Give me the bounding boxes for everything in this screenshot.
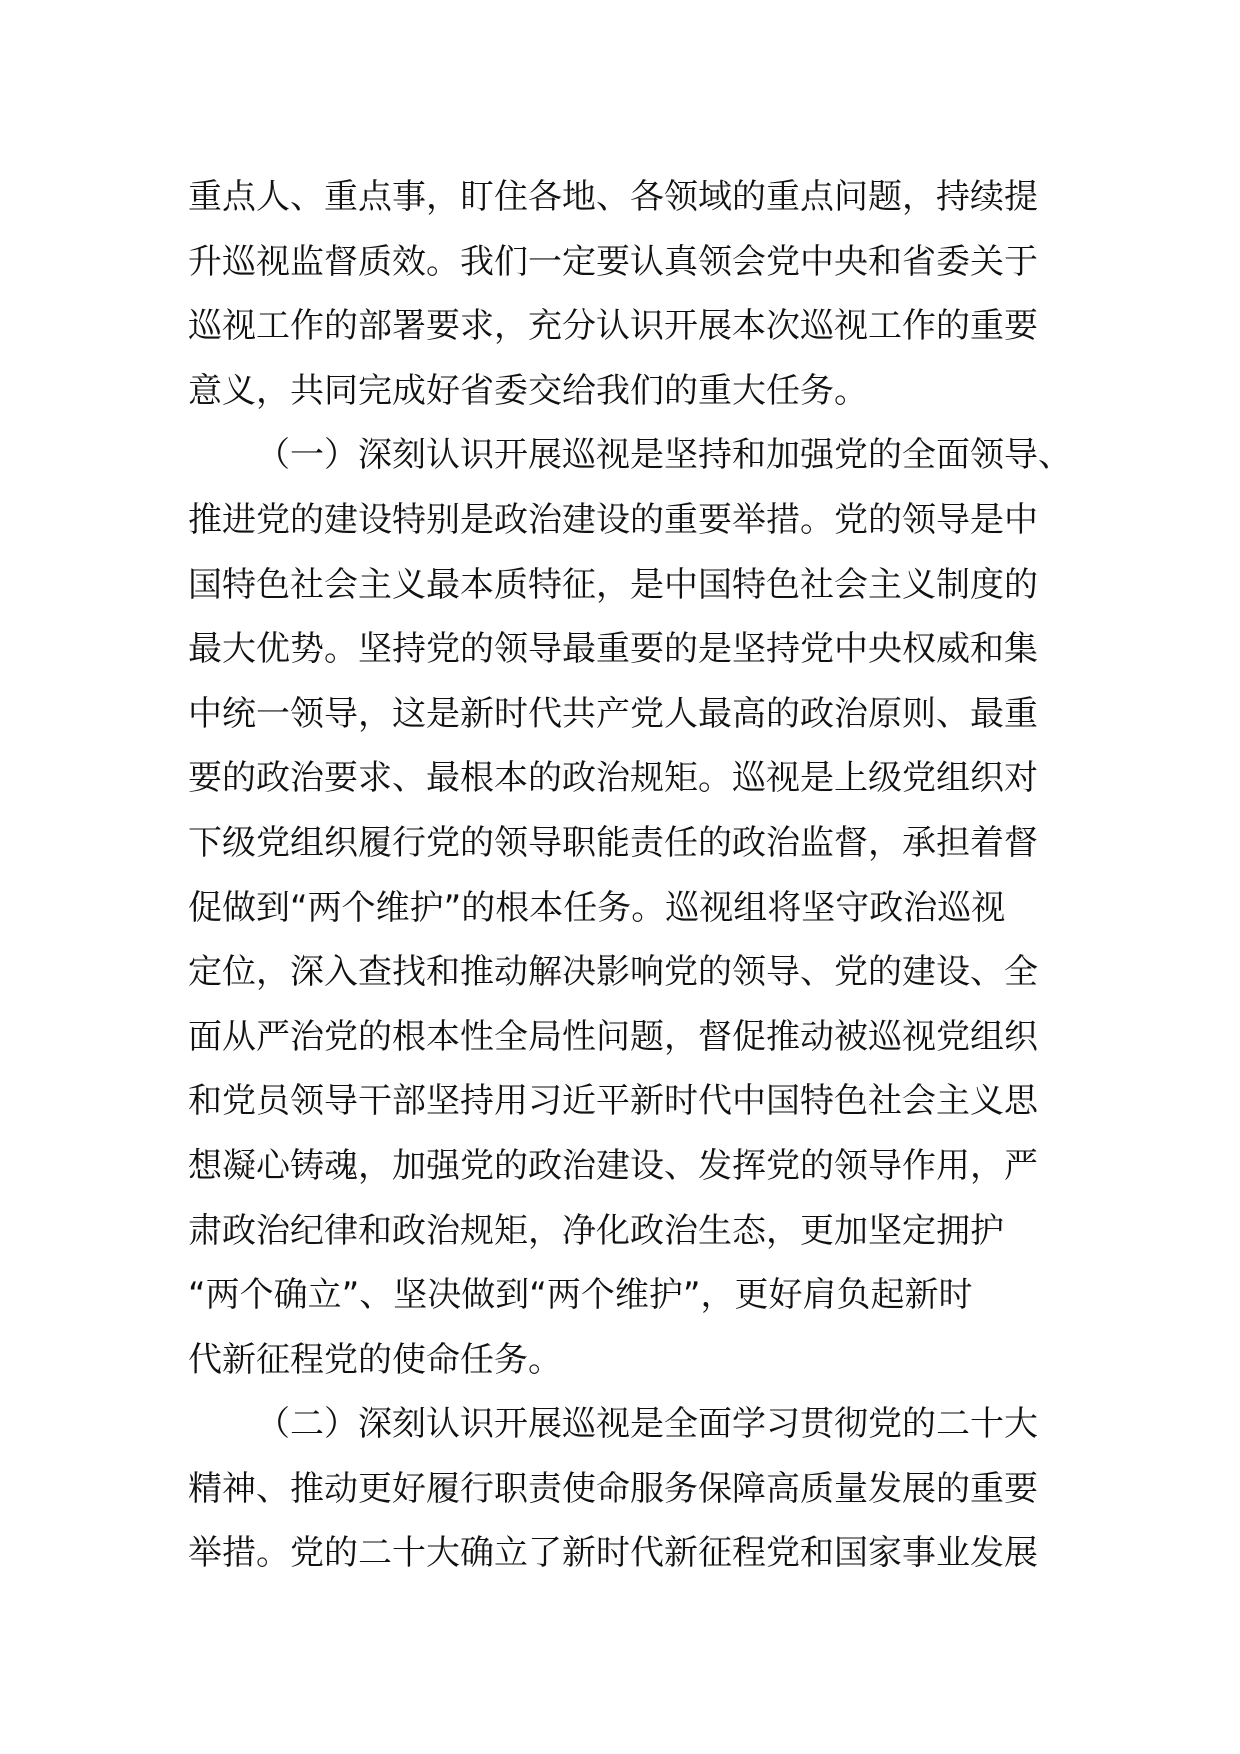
text-line: 国特色社会主义最本质特征，是中国特色社会主义制度的 xyxy=(188,564,1038,605)
text-line: 中统一领导，这是新时代共产党人最高的政治原则、最重 xyxy=(188,693,1038,734)
text-line: 面从严治党的根本性全局性问题，督促推动被巡视党组织 xyxy=(188,1016,1038,1057)
text-line: 促做到“两个维护”的根本任务。巡视组将坚守政治巡视 xyxy=(188,887,1006,928)
section-heading-line: （一）深刻认识开展巡视是坚持和加强党的全面领导、 xyxy=(256,435,1072,476)
text-line: “两个确立”、坚决做到“两个维护”，更好肩负起新时 xyxy=(188,1275,973,1316)
text-line: 举措。党的二十大确立了新时代新征程党和国家事业发展 xyxy=(188,1533,1038,1574)
text-line: 最大优势。坚持党的领导最重要的是坚持党中央权威和集 xyxy=(188,629,1038,670)
text-line: 重点人、重点事，盯住各地、各领域的重点问题，持续提 xyxy=(188,177,1038,217)
text-line: 下级党组织履行党的领导职能责任的政治监督，承担着督 xyxy=(188,822,1038,863)
text-line: 升巡视监督质效。我们一定要认真领会党中央和省委关于 xyxy=(188,241,1038,282)
text-line: 巡视工作的部署要求，充分认识开展本次巡视工作的重要 xyxy=(188,306,1038,347)
text-line: 想凝心铸魂，加强党的政治建设、发挥党的领导作用，严 xyxy=(188,1145,1038,1186)
text-line: 定位，深入查找和推动解决影响党的领导、党的建设、全 xyxy=(188,952,1038,993)
section-heading-line: （二）深刻认识开展巡视是全面学习贯彻党的二十大 xyxy=(256,1404,1038,1445)
text-line: 精神、推动更好履行职责使命服务保障高质量发展的重要 xyxy=(188,1468,1038,1509)
text-line: 意义，共同完成好省委交给我们的重大任务。 xyxy=(188,370,868,411)
text-line: 推进党的建设特别是政治建设的重要举措。党的领导是中 xyxy=(188,499,1038,540)
text-line: 肃政治纪律和政治规矩，净化政治生态，更加坚定拥护 xyxy=(188,1210,1004,1251)
text-line: 代新征程党的使命任务。 xyxy=(188,1339,562,1380)
text-line: 要的政治要求、最根本的政治规矩。巡视是上级党组织对 xyxy=(188,758,1038,799)
body-text xyxy=(188,165,1072,1586)
text-line: 和党员领导干部坚持用习近平新时代中国特色社会主义思 xyxy=(188,1081,1038,1122)
